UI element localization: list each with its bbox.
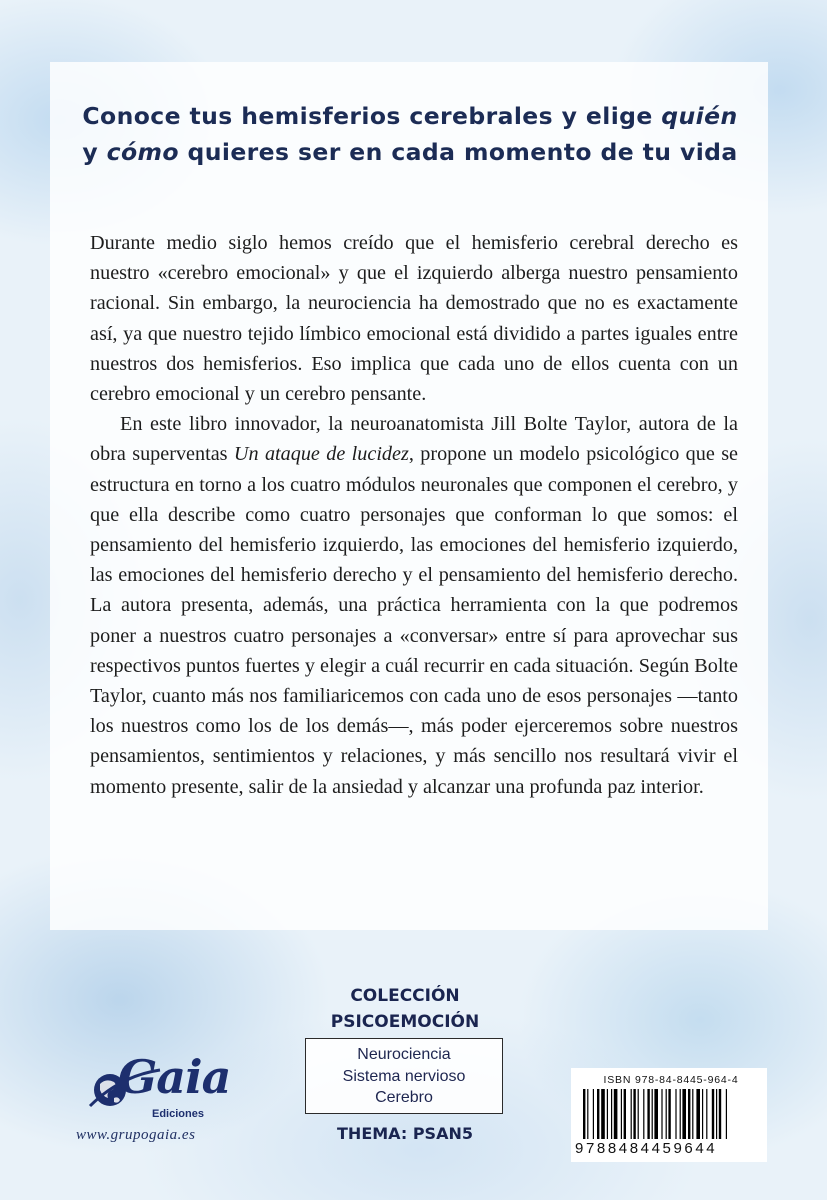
barcode-bar: [597, 1089, 599, 1139]
barcode-bar: [621, 1089, 622, 1139]
barcode-bar: [593, 1089, 594, 1139]
barcode-bar: [688, 1089, 690, 1139]
barcode-bar: [601, 1089, 605, 1139]
barcode-bar: [668, 1089, 670, 1139]
publisher-website: www.grupogaia.es: [76, 1127, 196, 1143]
paragraph-2: En este libro innovador, la neuroanatomista Jill Bolte Taylor, autora de la obra superventas Un ataque de lucidez, propone un modelo psicológico que se estructura en torno a los cuatro módulos neuronales que componen el cerebro, y que ella describe como cuatro personajes que conforman lo que somos: el pensamiento del hemisferio izquierdo, las emociones del hemisferio izquierdo, las emociones del hemisferio derecho y el pensamiento del hemisferio derecho. La autora presenta, además, una práctica herramienta con la que podremos poner a nuestros cuatro personajes a «conversar» entre sí para aprovechar sus respectivos puntos fuertes y elegir a cuál recurrir en cada situación. Según Bolte Taylor, cuanto más nos familiaricemos con cada uno de esos personajes —tanto los nuestros como los de los demás—, más poder ejerceremos sobre nuestros pensamientos, sentimientos y relaciones, y más sencillo nos resultará vivir el momento presente, salir de la ansiedad y alcanzar una profunda paz interior.: [90, 413, 739, 798]
barcode-bar: [638, 1089, 639, 1139]
barcode: [571, 1068, 767, 1162]
barcode-bar: [696, 1089, 700, 1139]
book-title: Un ataque de lucidez: [233, 443, 409, 466]
barcode-bars: [583, 1089, 759, 1141]
barcode-bar: [692, 1089, 693, 1139]
barcode-bar: [680, 1089, 681, 1139]
barcode-bar: [666, 1089, 667, 1139]
publisher-sub: Ediciones: [152, 1108, 204, 1120]
barcode-bar: [611, 1089, 612, 1139]
barcode-bar: [702, 1089, 703, 1139]
thema-code: THEMA: PSAN5: [337, 1124, 473, 1143]
barcode-bar: [652, 1089, 653, 1139]
collection-title: COLECCIÓN PSICOEMOCIÓN: [330, 986, 480, 1032]
barcode-bar: [654, 1089, 658, 1139]
barcode-bar: [583, 1089, 585, 1139]
barcode-bar: [726, 1089, 727, 1139]
barcode-bar: [643, 1089, 644, 1139]
barcode-bar: [587, 1089, 588, 1139]
paragraph-1: Durante medio siglo hemos creído que el hemisferio cerebral derecho es nuestro «cerebro emocional» y que el izquierdo alberga nuestro pensamiento racional. Sin embargo, la neurociencia ha demostrado que no es exactamente así, ya que nuestro tejido límbico emocional está dividido a partes iguales entre nuestros dos hemisferios. Eso implica que cada uno de ellos cuenta con un cerebro emocional y un cerebro pensante.: [90, 232, 738, 406]
barcode-bar: [675, 1089, 676, 1139]
barcode-bar: [719, 1089, 721, 1139]
barcode-bar: [614, 1089, 618, 1139]
barcode-bar: [624, 1089, 626, 1139]
isbn-label: ISBN 978-84-8445-964-4: [603, 1074, 739, 1086]
publisher-logo: Gaia: [118, 1050, 231, 1104]
topics-box: [305, 1038, 503, 1114]
barcode-digits: 9788484459644: [575, 1140, 718, 1157]
barcode-bar: [706, 1089, 707, 1139]
barcode-bar: [647, 1089, 649, 1139]
headline-line2: y cómo quieres ser en cada momento de tu vida: [82, 138, 738, 166]
headline: [60, 98, 760, 170]
barcode-bar: [607, 1089, 608, 1139]
headline-line1: Conoce tus hemisferios cerebrales y elige quién: [82, 102, 738, 130]
barcode-bar: [661, 1089, 662, 1139]
topic-item: Neurociencia: [357, 1046, 451, 1063]
barcode-bar: [716, 1089, 717, 1139]
barcode-bar: [633, 1089, 635, 1139]
topic-item: Sistema nervioso: [342, 1067, 466, 1085]
topic-item: Cerebro: [375, 1089, 433, 1106]
barcode-bar: [682, 1089, 686, 1139]
barcode-bar: [712, 1089, 714, 1139]
blurb-text: [90, 228, 738, 802]
barcode-bar: [631, 1089, 632, 1139]
